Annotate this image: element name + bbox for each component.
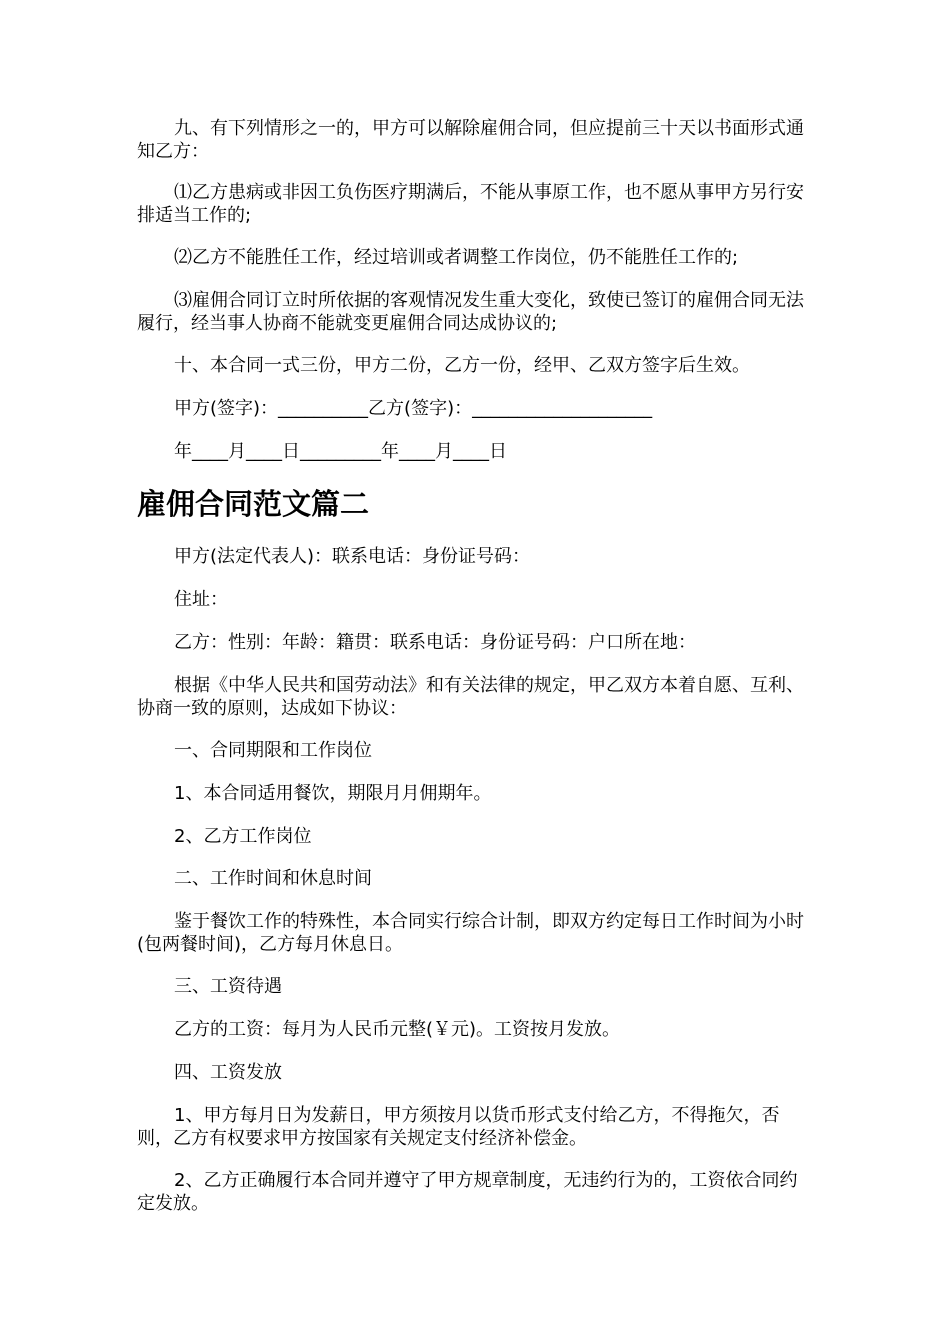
article-one-item-2: 2、乙方工作岗位	[174, 826, 312, 847]
article-four-item-2: 2、乙方正确履行本合同并遵守了甲方规章制度，无违约行为的，工资依合同约定发放。	[137, 1170, 798, 1214]
clause-nine-item-1: ⑴乙方患病或非因工负伤医疗期满后，不能从事原工作，也不愿从事甲方另行安排适当工作的;	[137, 182, 804, 226]
section-title: 雇佣合同范文篇二	[137, 487, 370, 521]
clause-nine: 九、有下列情形之一的，甲方可以解除雇佣合同，但应提前三十天以书面形式通知乙方：	[137, 118, 804, 162]
article-one-item-1: 1、本合同适用餐饮，期限月月佣期年。	[174, 783, 492, 804]
clause-nine-item-3: ⑶雇佣合同订立时所依据的客观情况发生重大变化，致使已签订的雇佣合同无法履行，经当事人协商不能就变更雇佣合同达成协议的;	[137, 290, 804, 334]
address-line: 住址：	[174, 589, 228, 610]
preamble: 根据《中华人民共和国劳动法》和有关法律的规定，甲乙双方本着自愿、互利、协商一致的原则，达成如下协议：	[137, 675, 804, 719]
clause-nine-item-2: ⑵乙方不能胜任工作，经过培训或者调整工作岗位，仍不能胜任工作的;	[174, 247, 739, 268]
article-two-heading: 二、工作时间和休息时间	[174, 868, 372, 889]
party-b-info: 乙方：性别：年龄：籍贯：联系电话：身份证号码：户口所在地：	[174, 632, 696, 653]
date-line: 年____月____日_________年____月____日	[174, 441, 507, 462]
article-three-text: 乙方的工资：每月为人民币元整(￥元)。工资按月发放。	[174, 1019, 621, 1040]
article-four-heading: 四、工资发放	[174, 1062, 282, 1083]
article-two-text: 鉴于餐饮工作的特殊性，本合同实行综合计制，即双方约定每日工作时间为小时(包两餐时间)，乙方每月休息日。	[137, 911, 804, 955]
article-three-heading: 三、工资待遇	[174, 976, 282, 997]
article-four-item-1: 1、甲方每月日为发薪日，甲方须按月以货币形式支付给乙方，不得拖欠，否则，乙方有权要求甲方按国家有关规定支付经济补偿金。	[137, 1105, 780, 1149]
party-a-info: 甲方(法定代表人)：联系电话：身份证号码：	[174, 546, 531, 567]
clause-ten: 十、本合同一式三份，甲方二份，乙方一份，经甲、乙双方签字后生效。	[174, 355, 750, 376]
article-one-heading: 一、合同期限和工作岗位	[174, 740, 372, 761]
signature-line: 甲方(签字)：__________乙方(签字)：____________________	[174, 398, 653, 419]
